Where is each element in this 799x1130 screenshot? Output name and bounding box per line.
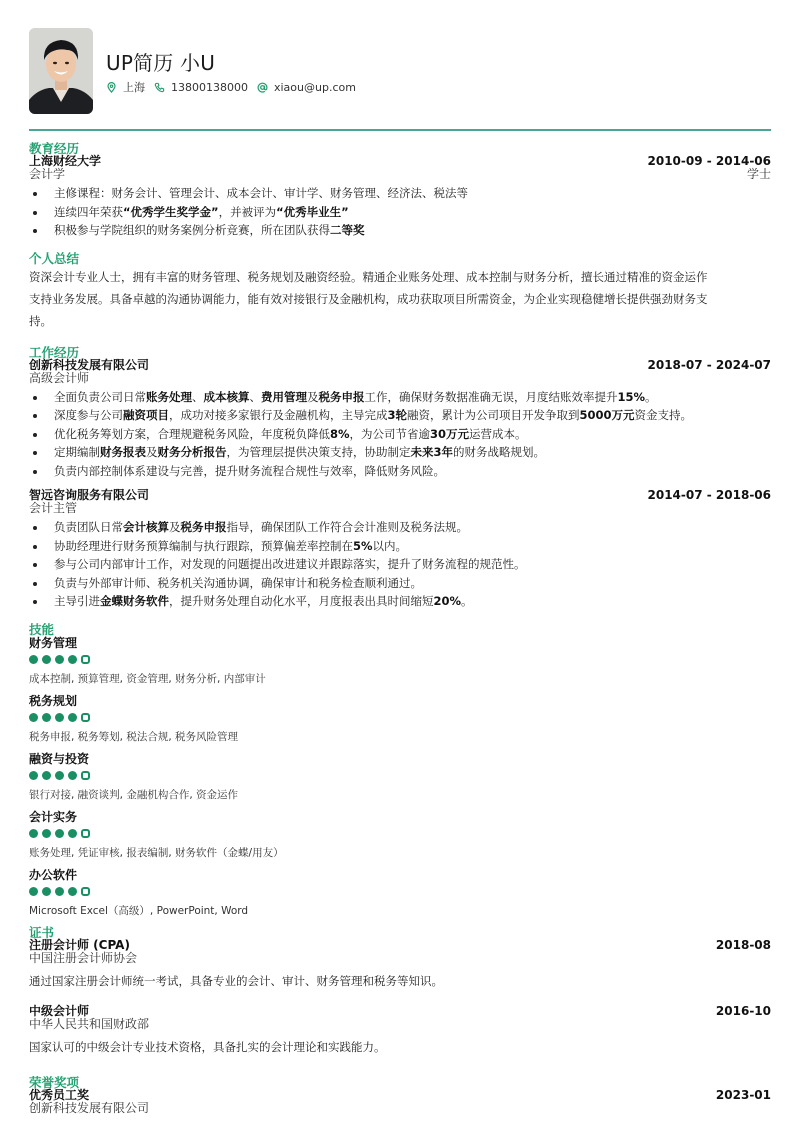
skill-name: 融资与投资 [29, 751, 90, 766]
job-entry [29, 489, 771, 611]
skill-item [29, 636, 771, 686]
major: 会计学 [29, 167, 66, 181]
company-name: 智远咨询服务有限公司 [29, 488, 150, 502]
certificate-desc: 国家认可的中级会计专业技术资格，具备扎实的会计理论和实践能力。 [29, 1039, 386, 1054]
filled-dot-icon [42, 771, 51, 780]
skill-item [29, 810, 771, 860]
certificate-name: 注册会计师 (CPA) [29, 937, 130, 952]
awards-section [29, 1076, 771, 1114]
filled-dot-icon [42, 655, 51, 664]
filled-dot-icon [55, 887, 64, 896]
job-date: 2018-07 - 2024-07 [647, 357, 771, 372]
school-name: 上海财经大学 [29, 154, 102, 168]
certificate-date: 2018-08 [715, 937, 771, 952]
bullet-item: 负责内部控制体系建设与完善，提升财务流程合规性与效率，降低财务风险。 [29, 462, 771, 481]
bullet-item: 定期编制财务报表及财务分析报告，为管理层提供决策支持，协助制定未来3年的财务战略规划。 [29, 443, 771, 462]
contact-info [106, 79, 365, 95]
filled-dot-icon [55, 655, 64, 664]
empty-dot-icon [81, 887, 90, 896]
skill-level-rating [29, 655, 771, 664]
education-bullets [29, 184, 771, 240]
summary-section [29, 252, 771, 332]
job-role: 高级会计师 [29, 370, 90, 385]
section-title-work: 工作经历 [29, 344, 80, 360]
contact-location: 上海 [106, 79, 145, 95]
skill-desc: 银行对接, 融资谈判, 金融机构合作, 资金运作 [29, 788, 239, 801]
job-role: 会计主管 [29, 501, 78, 515]
degree: 学士 [746, 167, 771, 181]
bullet-item: 优化税务筹划方案，合理规避税务风险，年度税负降低8%，为公司节省逾30万元运营成本。 [29, 425, 771, 444]
section-title-summary: 个人总结 [29, 250, 80, 266]
bullet-item: 负责与外部审计师、税务机关沟通协调，确保审计和税务检查顺利通过。 [29, 574, 771, 593]
filled-dot-icon [42, 713, 51, 722]
bullet-item: 全面负责公司日常账务处理、成本核算、费用管理及税务申报工作，确保财务数据准确无误，月度结账效率提升15%。 [29, 388, 771, 407]
certificate-date: 2016-10 [715, 1003, 771, 1018]
skill-name: 办公软件 [29, 867, 78, 882]
award-date: 2023-01 [715, 1087, 771, 1102]
empty-dot-icon [81, 771, 90, 780]
skill-name: 会计实务 [29, 809, 78, 824]
filled-dot-icon [55, 771, 64, 780]
empty-dot-icon [81, 713, 90, 722]
contact-email: xiaou@up.com [257, 81, 356, 94]
skill-level-rating [29, 771, 771, 780]
bullet-item: 参与公司内部审计工作，对发现的问题提出改进建议并跟踪落实，提升了财务流程的规范性。 [29, 555, 771, 574]
filled-dot-icon [55, 829, 64, 838]
education-date: 2010-09 - 2014-06 [647, 154, 771, 168]
section-title-awards: 荣誉奖项 [29, 1074, 80, 1090]
skill-level-rating [29, 829, 771, 838]
filled-dot-icon [29, 655, 38, 664]
certificate-desc: 通过国家注册会计师统一考试，具备专业的会计、审计、财务管理和税务等知识。 [29, 973, 443, 988]
skill-level-rating [29, 713, 771, 722]
bullet-item: 主修课程：财务会计、管理会计、成本会计、审计学、财务管理、经济法、税法等 [29, 184, 771, 203]
certificate-entry [29, 939, 771, 988]
summary-text: 资深会计专业人士，拥有丰富的财务管理、税务规划及融资经验。精通企业账务处理、成本控制与财务分析，擅长通过精准的资金运作 支持业务发展。具备卓越的沟通协调能力，能有效对接银行及金融机构，成功获取项目所需资金，为企业实现稳健增长提供强劲财务支 持。 [29, 269, 708, 328]
skill-desc: Microsoft Excel（高级）, PowerPoint, Word [29, 904, 249, 917]
bullet-item: 负责团队日常会计核算及税务申报指导，确保团队工作符合会计准则及税务法规。 [29, 518, 771, 537]
filled-dot-icon [42, 829, 51, 838]
filled-dot-icon [68, 713, 77, 722]
award-name: 优秀员工奖 [29, 1087, 90, 1102]
skill-name: 财务管理 [29, 635, 78, 650]
skills-list [29, 636, 771, 918]
filled-dot-icon [68, 829, 77, 838]
phone-icon [154, 82, 165, 93]
section-title-certificates: 证书 [29, 924, 55, 940]
profile-photo [29, 28, 93, 114]
filled-dot-icon [68, 655, 77, 664]
bullet-item: 连续四年荣获“优秀学生奖学金”，并被评为“优秀毕业生” [29, 203, 771, 222]
skills-section [29, 623, 771, 918]
certificate-issuer: 中国注册会计师协会 [29, 950, 138, 965]
skill-desc: 税务申报, 税务筹划, 税法合规, 税务风险管理 [29, 730, 239, 743]
company-name: 创新科技发展有限公司 [29, 357, 150, 372]
award-issuer: 创新科技发展有限公司 [29, 1100, 150, 1115]
skill-level-rating [29, 887, 771, 896]
certificate-issuer: 中华人民共和国财政部 [29, 1016, 150, 1031]
resume-header [29, 0, 771, 130]
job-bullets [29, 388, 771, 481]
filled-dot-icon [68, 771, 77, 780]
filled-dot-icon [68, 887, 77, 896]
job-entry [29, 359, 771, 481]
skill-desc: 账务处理, 凭证审核, 报表编制, 财务软件（金蝶/用友） [29, 846, 284, 859]
filled-dot-icon [29, 829, 38, 838]
certificate-name: 中级会计师 [29, 1003, 90, 1018]
bullet-item: 深度参与公司融资项目，成功对接多家银行及金融机构，主导完成3轮融资，累计为公司项目开发争取到5000万元资金支持。 [29, 406, 771, 425]
empty-dot-icon [81, 655, 90, 664]
skill-name: 税务规划 [29, 693, 78, 708]
bullet-item: 协助经理进行财务预算编制与执行跟踪，预算偏差率控制在5%以内。 [29, 537, 771, 556]
job-bullets [29, 518, 771, 611]
section-title-education: 教育经历 [29, 141, 80, 156]
skill-item [29, 868, 771, 918]
award-entry [29, 1089, 771, 1114]
job-date: 2014-07 - 2018-06 [647, 488, 771, 502]
bullet-item: 主导引进金蝶财务软件，提升财务处理自动化水平，月度报表出具时间缩短20%。 [29, 592, 771, 611]
filled-dot-icon [29, 771, 38, 780]
location-icon [106, 82, 117, 93]
bullet-item: 积极参与学院组织的财务案例分析竞赛，所在团队获得二等奖 [29, 221, 771, 240]
skill-item [29, 752, 771, 802]
filled-dot-icon [29, 887, 38, 896]
skill-item [29, 694, 771, 744]
certificate-entry [29, 1005, 771, 1054]
skill-desc: 成本控制, 预算管理, 资金管理, 财务分析, 内部审计 [29, 672, 266, 685]
email-icon [257, 82, 268, 93]
header-divider [29, 129, 771, 131]
filled-dot-icon [42, 887, 51, 896]
work-section [29, 346, 771, 611]
contact-phone: 13800138000 [154, 81, 248, 94]
section-title-skills: 技能 [29, 621, 55, 637]
empty-dot-icon [81, 829, 90, 838]
certificates-section [29, 926, 771, 1054]
candidate-name: UP简历 小U [106, 51, 216, 75]
resume-page [29, 0, 771, 1114]
filled-dot-icon [55, 713, 64, 722]
education-section [29, 142, 771, 240]
filled-dot-icon [29, 713, 38, 722]
